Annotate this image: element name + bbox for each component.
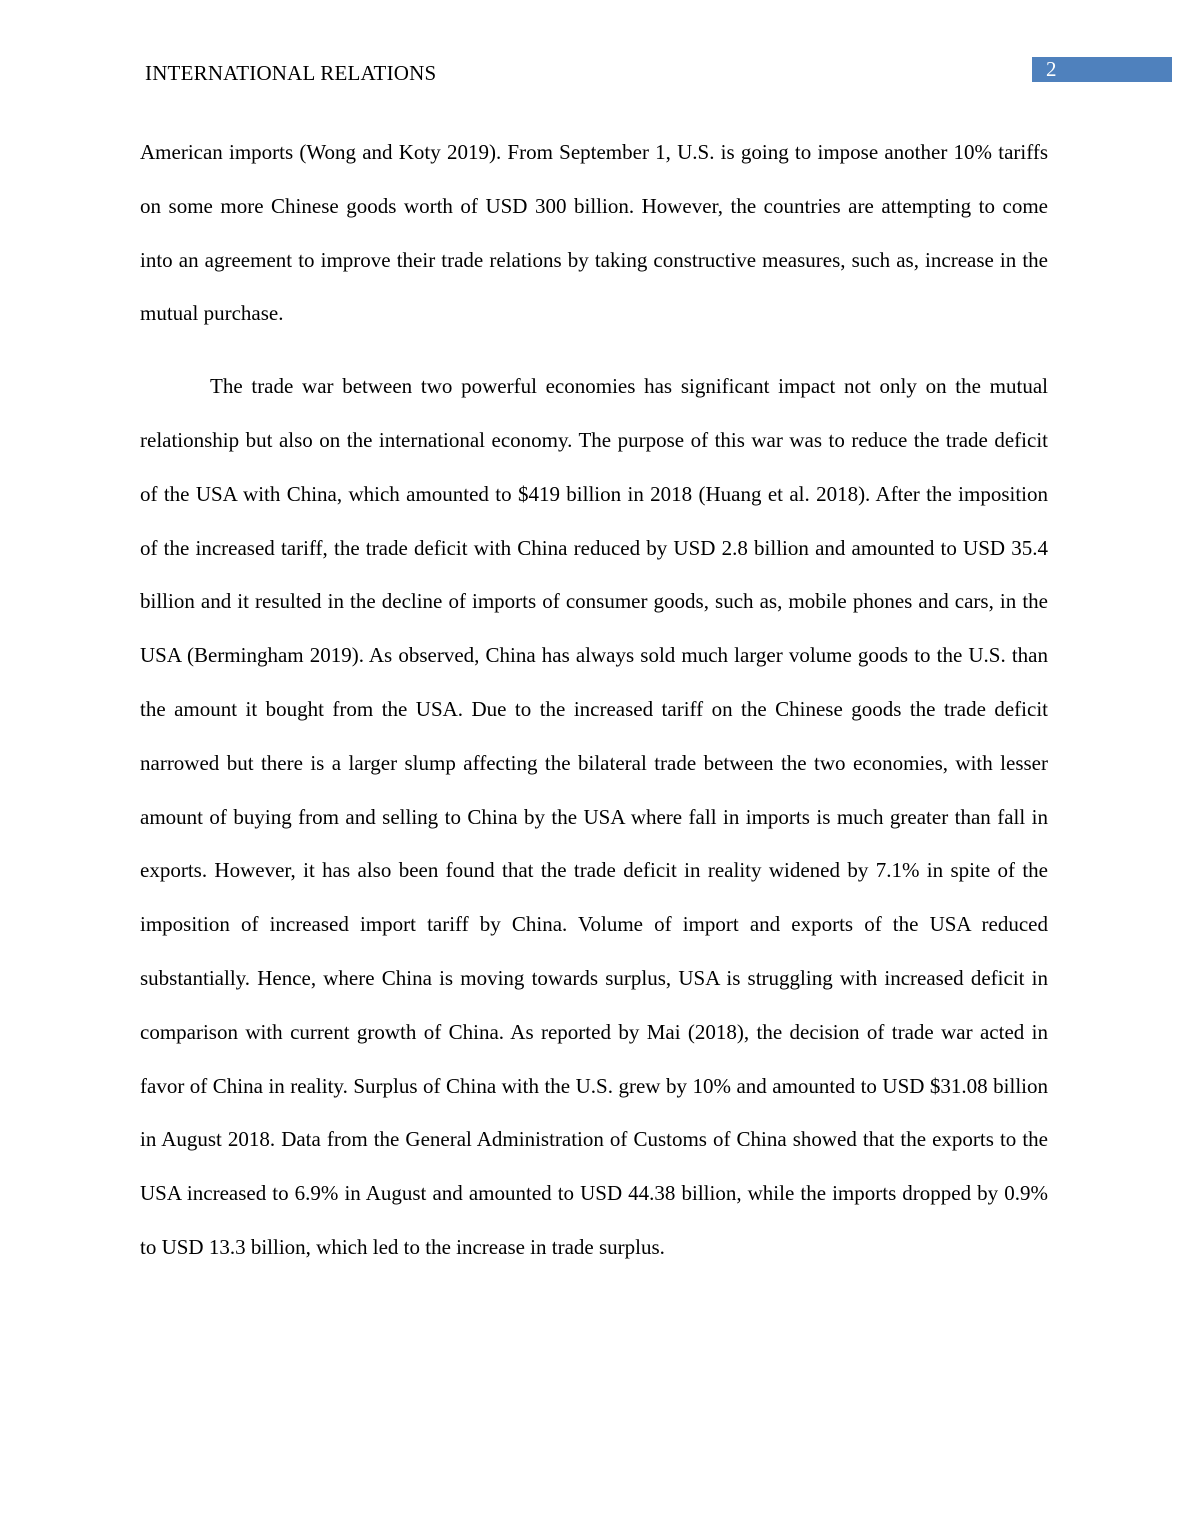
page-number: 2 [1046,57,1057,81]
page-number-box [1032,57,1172,82]
running-head: INTERNATIONAL RELATIONS [145,61,437,85]
paragraph-trade-war: The trade war between two powerful economies has significant impact not only on the mutual relationship but also on the international economy. The purpose of this war was to reduce the trade deficit of the USA with China, which amounted to $419 billion in 2018 (Huang et al. 2018). After the imposition of the increased tariff, the trade deficit with China reduced by USD 2.8 billion and amounted to USD 35.4 billion and it resulted in the decline of imports of consumer goods, such as, mobile phones and cars, in the USA (Bermingham 2019). As observed, China has always sold much larger volume goods to the U.S. than the amount it bought from the USA. Due to the increased tariff on the Chinese goods the trade deficit narrowed but there is a larger slump affecting the bilateral trade between the two economies, with lesser amount of buying from and selling to China by the USA where fall in imports is much greater than fall in exports. However, it has also been found that the trade deficit in reality widened by 7.1% in spite of the imposition of increased import tariff by China. Volume of import and exports of the USA reduced substantially. Hence, where China is moving towards surplus, USA is struggling with increased deficit in comparison with current growth of China. As reported by Mai (2018), the decision of trade war acted in favor of China in reality. Surplus of China with the U.S. grew by 10% and amounted to USD $31.08 billion in August 2018. Data from the General Administration of Customs of China showed that the exports to the USA increased to 6.9% in August and amounted to USD 44.38 billion, while the imports dropped by 0.9% to USD 13.3 billion, which led to the increase in trade surplus. [140,374,1048,1259]
paragraph-continuation: American imports (Wong and Koty 2019). From September 1, U.S. is going to impose another 10% tariffs on some more Chinese goods worth of USD 300 billion. However, the countries are attempting to come into an agreement to improve their trade relations by taking constructive measures, such as, increase in the mutual purchase. [140,140,1048,326]
body-text [140,126,1048,1275]
